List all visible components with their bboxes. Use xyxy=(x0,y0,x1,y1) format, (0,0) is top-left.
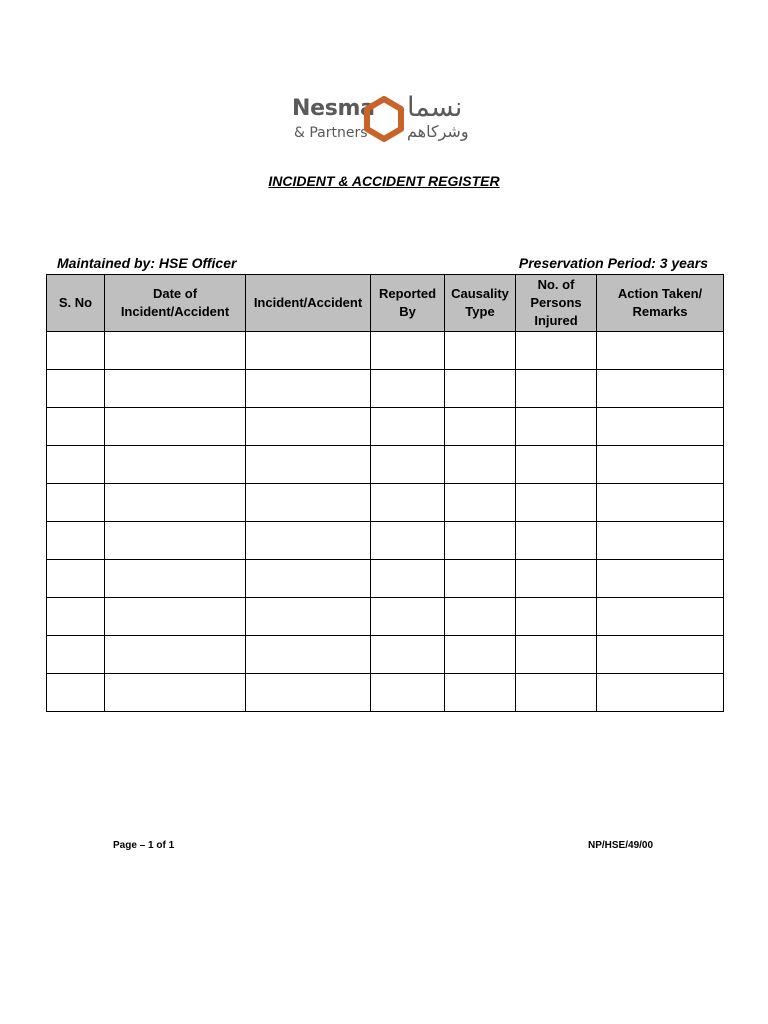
table-row xyxy=(47,446,724,484)
table-cell[interactable] xyxy=(445,636,516,674)
table-cell[interactable] xyxy=(105,484,246,522)
table-cell[interactable] xyxy=(47,598,105,636)
table-cell[interactable] xyxy=(597,598,724,636)
table-cell[interactable] xyxy=(47,560,105,598)
table-cell[interactable] xyxy=(105,332,246,370)
table-cell[interactable] xyxy=(371,674,445,712)
table-cell[interactable] xyxy=(516,484,597,522)
table-cell[interactable] xyxy=(246,636,371,674)
table-cell[interactable] xyxy=(47,332,105,370)
table-cell[interactable] xyxy=(105,598,246,636)
table-cell[interactable] xyxy=(516,370,597,408)
table-cell[interactable] xyxy=(371,598,445,636)
page-number: Page – 1 of 1 xyxy=(113,840,175,851)
table-cell[interactable] xyxy=(516,408,597,446)
table-cell[interactable] xyxy=(445,446,516,484)
table-cell[interactable] xyxy=(105,370,246,408)
table-cell[interactable] xyxy=(105,636,246,674)
table-cell[interactable] xyxy=(371,332,445,370)
header-action-taken: Action Taken/ Remarks xyxy=(597,275,724,332)
table-row xyxy=(47,636,724,674)
table-cell[interactable] xyxy=(597,370,724,408)
document-code: NP/HSE/49/00 xyxy=(588,840,654,851)
table-row xyxy=(47,522,724,560)
logo-partners-ar: وشركاهم xyxy=(407,122,469,141)
preservation-period: Preservation Period: 3 years xyxy=(518,255,708,271)
header-incident: Incident/Accident xyxy=(246,275,371,332)
table-cell[interactable] xyxy=(371,522,445,560)
header-reported-by: Reported By xyxy=(371,275,445,332)
table-row xyxy=(47,484,724,522)
header-persons-injured: No. of Persons Injured xyxy=(516,275,597,332)
table-row xyxy=(47,408,724,446)
table-cell[interactable] xyxy=(597,446,724,484)
table-cell[interactable] xyxy=(371,560,445,598)
table-cell[interactable] xyxy=(105,408,246,446)
table-cell[interactable] xyxy=(47,484,105,522)
table-cell[interactable] xyxy=(246,560,371,598)
table-cell[interactable] xyxy=(246,674,371,712)
table-cell[interactable] xyxy=(516,598,597,636)
table-cell[interactable] xyxy=(47,446,105,484)
table-cell[interactable] xyxy=(445,332,516,370)
header-date: Date of Incident/Accident xyxy=(105,275,246,332)
table-cell[interactable] xyxy=(47,674,105,712)
table-cell[interactable] xyxy=(105,674,246,712)
table-cell[interactable] xyxy=(47,522,105,560)
table-cell[interactable] xyxy=(246,408,371,446)
table-cell[interactable] xyxy=(47,370,105,408)
table-cell[interactable] xyxy=(105,522,246,560)
document-title: INCIDENT & ACCIDENT REGISTER xyxy=(268,173,500,189)
table-cell[interactable] xyxy=(597,674,724,712)
table-cell[interactable] xyxy=(516,560,597,598)
table-cell[interactable] xyxy=(597,522,724,560)
table-cell[interactable] xyxy=(246,598,371,636)
table-cell[interactable] xyxy=(246,522,371,560)
table-cell[interactable] xyxy=(105,560,246,598)
table-cell[interactable] xyxy=(445,370,516,408)
header-s-no: S. No xyxy=(47,275,105,332)
table-cell[interactable] xyxy=(47,636,105,674)
table-cell[interactable] xyxy=(445,522,516,560)
table-cell[interactable] xyxy=(516,674,597,712)
table-cell[interactable] xyxy=(371,408,445,446)
table-cell[interactable] xyxy=(371,370,445,408)
table-cell[interactable] xyxy=(105,446,246,484)
table-cell[interactable] xyxy=(597,636,724,674)
table-cell[interactable] xyxy=(516,636,597,674)
logo-name-en: Nesma xyxy=(292,96,375,121)
register-body xyxy=(47,332,724,712)
logo-name-ar: نسما xyxy=(407,92,463,123)
table-cell[interactable] xyxy=(445,560,516,598)
table-cell[interactable] xyxy=(246,332,371,370)
table-cell[interactable] xyxy=(516,522,597,560)
table-cell[interactable] xyxy=(246,484,371,522)
table-cell[interactable] xyxy=(445,408,516,446)
table-cell[interactable] xyxy=(246,446,371,484)
table-cell[interactable] xyxy=(597,560,724,598)
table-header-row xyxy=(47,275,724,332)
table-cell[interactable] xyxy=(445,674,516,712)
table-cell[interactable] xyxy=(597,408,724,446)
register-table xyxy=(46,274,724,712)
table-cell[interactable] xyxy=(371,484,445,522)
table-cell[interactable] xyxy=(371,636,445,674)
table-cell[interactable] xyxy=(516,332,597,370)
table-cell[interactable] xyxy=(597,332,724,370)
table-cell[interactable] xyxy=(47,408,105,446)
header-causality-type: Causality Type xyxy=(445,275,516,332)
table-cell[interactable] xyxy=(371,446,445,484)
table-row xyxy=(47,370,724,408)
hexagon-icon xyxy=(364,96,404,142)
table-cell[interactable] xyxy=(597,484,724,522)
company-logo xyxy=(287,94,483,152)
maintained-by: Maintained by: HSE Officer xyxy=(57,255,237,271)
table-row xyxy=(47,674,724,712)
table-row xyxy=(47,598,724,636)
logo-partners-en: & Partners xyxy=(294,125,368,141)
table-cell[interactable] xyxy=(445,484,516,522)
table-row xyxy=(47,560,724,598)
table-row xyxy=(47,332,724,370)
table-cell[interactable] xyxy=(246,370,371,408)
table-cell[interactable] xyxy=(445,598,516,636)
table-cell[interactable] xyxy=(516,446,597,484)
